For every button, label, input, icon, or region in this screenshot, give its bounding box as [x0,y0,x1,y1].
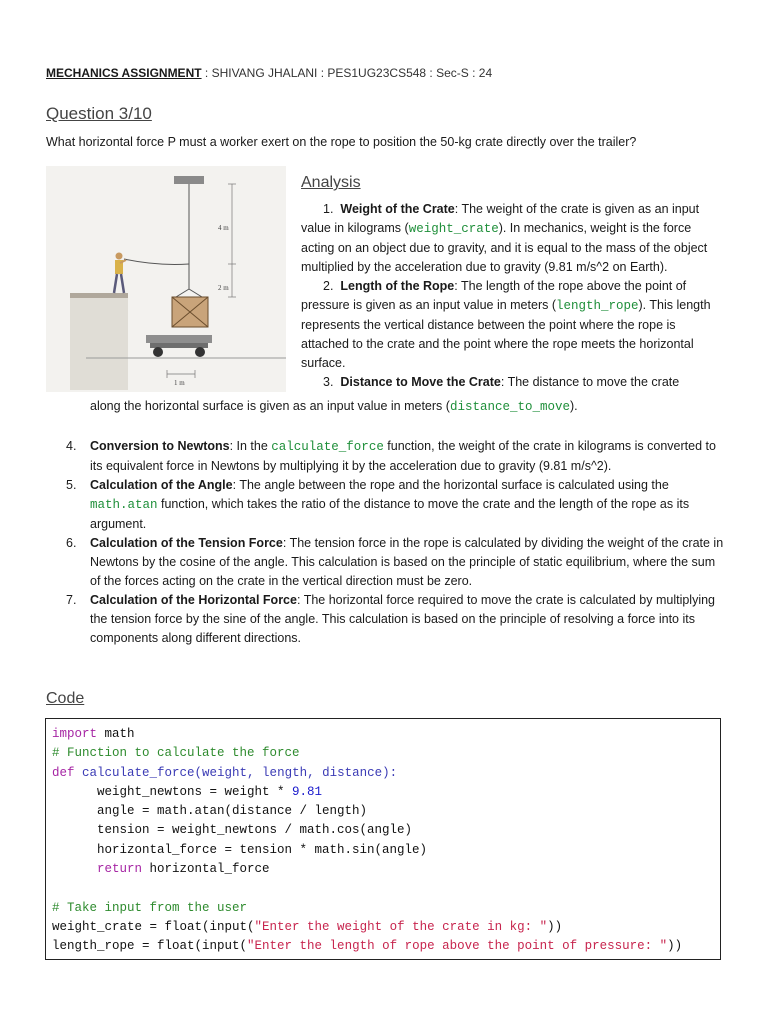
code-token [52,862,97,876]
inline-code: length_rope [556,299,639,313]
code-line [52,725,714,744]
analysis-item-1 [301,200,721,277]
analysis-item-3 [301,373,721,392]
item-term: Conversion to Newtons [90,439,230,453]
item-term: Calculation of the Horizontal Force [90,593,297,607]
code-token: weight_newtons = weight * [52,784,293,799]
analysis-item-3-continued [90,397,730,417]
analysis-title: Analysis [301,174,361,191]
assignment-title: MECHANICS ASSIGNMENT [46,66,202,80]
inline-code: math.atan [90,498,158,512]
item-number: 6. [66,536,77,550]
inline-code: calculate_force [271,440,384,454]
question-title: Question 3/10 [46,104,152,123]
code-token: calculate_force(weight, length, distance): [82,765,398,780]
item-text: : The distance to move the crate [500,375,680,389]
code-line [52,744,714,763]
code-token: angle = math.atan(distance / length) [52,804,368,819]
ledge-wall [70,298,128,390]
crate-pulley-diagram [46,166,286,392]
code-line [52,783,714,802]
item-text: : The horizontal force required to move the crate is calculated by multiplying the tension force by the sine of the angle. This calculation is based on the principle of resolving a force into its components along different directions. [90,593,716,645]
item-term: Calculation of the Tension Force [90,536,283,550]
item-text: : The angle between the rope and the horizontal surface is calculated using the [232,478,669,492]
item-number: 2. [323,279,334,293]
item-text: : The length of the rope above the point of pressure is given as an input value in meters ( [301,279,687,312]
code-line [52,899,714,918]
item-text-post: ). This length represents the vertical distance between the point where the rope is attached to the crate and the point where the rope meets the horizontal surface. [301,298,711,370]
code-line [52,918,714,937]
item-number: 1. [323,202,334,216]
code-line [52,802,714,821]
code-token: horizontal_force = tension * math.sin(angle) [52,842,428,857]
dim-4m-label: 4 m [218,224,229,232]
analysis-item-5 [66,476,726,534]
code-token: )) [547,919,563,934]
trailer-wheel-right [195,347,205,357]
code-token: length_rope = float(input( [52,939,248,954]
code-token: "Enter the length of rope above the point of pressure: " [247,939,668,954]
code-line [52,879,714,898]
code-token: )) [667,939,683,954]
analysis-item-6 [66,534,726,591]
item-term: Distance to Move the Crate [340,375,501,389]
code-block [45,718,721,960]
analysis-list [66,437,726,648]
question-text: What horizontal force P must a worker exert on the rope to position the 50-kg crate directly over the trailer? [46,135,637,149]
item-term: Length of the Rope [340,279,455,293]
code-token: math [97,727,135,741]
document-header [46,66,492,80]
dim-2m-label: 2 m [218,284,229,292]
code-line [52,841,714,860]
code-line [52,860,714,879]
ceiling-support [174,176,204,184]
analysis-item-2 [301,277,721,373]
code-token: import [52,727,98,741]
item-number: 7. [66,593,77,607]
trailer-bed [146,335,212,343]
code-token: horizontal_force [142,862,270,877]
code-token: def [52,765,75,780]
analysis-body [301,200,721,392]
item-text-post: ). [569,399,578,413]
student-meta: : SHIVANG JHALANI : PES1UG23CS548 : Sec-S : 24 [201,66,493,80]
analysis-item-7 [66,591,726,648]
code-section-title: Code [46,690,85,707]
code-token: 9.81 [292,784,323,799]
item-number: 4. [66,439,77,453]
item-number: 3. [323,375,334,389]
item-text: : In the [229,439,272,453]
item-text: along the horizontal surface is given as an input value in meters ( [90,399,450,413]
item-text-post: ). In mechanics, weight is the force acting on an object due to gravity, and it is equal to the mass of the object multiplied by the acceleration due to gravity (9.81 m/s^2 on Earth). [301,221,708,274]
inline-code: distance_to_move [449,400,570,414]
item-text: : The tension force in the rope is calculated by dividing the weight of the crate in Newtons by the cosine of the angle. This calculation is based on the principle of static equilibrium, where the sum of the forces acting on the crate in the vertical direction must be zero. [90,536,724,588]
code-line [52,764,714,783]
code-line [52,821,714,840]
code-token: # Function to calculate the force [52,746,300,761]
analysis-item-4 [66,437,726,476]
ledge [70,293,128,298]
item-text-post: function, the weight of the crate in kilograms is converted to its equivalent force in Newtons by multiplying it by the acceleration due to gravity (9.81 m/s^2). [90,439,716,473]
item-number: 5. [66,478,77,492]
code-token: "Enter the weight of the crate in kg: " [254,919,548,934]
item-text: : The weight of the crate is given as an input value in kilograms ( [301,202,700,235]
code-line [52,937,714,956]
item-term: Weight of the Crate [340,202,455,216]
dim-1m-label: 1 m [174,379,185,387]
item-term: Calculation of the Angle [90,478,233,492]
code-token: # Take input from the user [52,900,248,915]
worker-head [116,253,123,260]
code-token: return [97,862,143,877]
code-token [75,766,83,780]
item-text-post: function, which takes the ratio of the distance to move the crate and the length of the rope as its argument. [90,497,690,531]
inline-code: weight_crate [408,222,499,236]
code-token: weight_crate = float(input( [52,919,255,934]
code-token: tension = weight_newtons / math.cos(angle) [52,823,413,838]
trailer-wheel-left [153,347,163,357]
